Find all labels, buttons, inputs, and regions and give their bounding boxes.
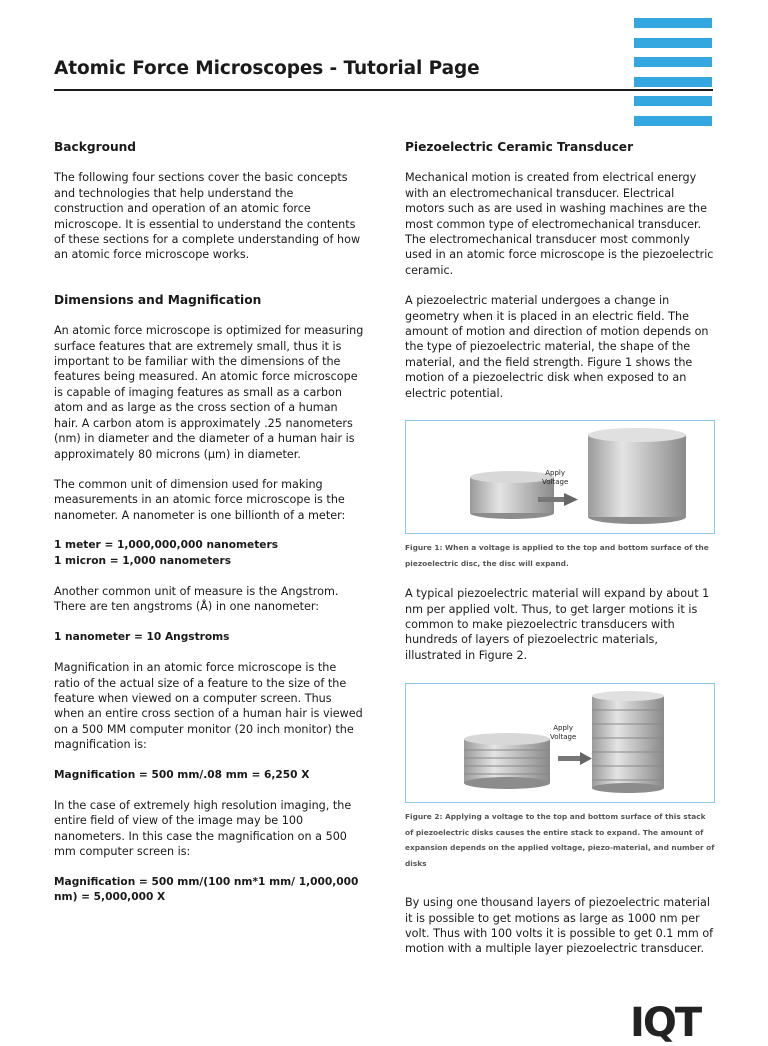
piezo-paragraph-4: By using one thousand layers of piezoelectric material it is possible to get motions as large as 1000 nm per volt. Thus with 100 volts it is possible to get 0.1 mm of motion with a multiple layer piezoelectric transducer. xyxy=(405,896,714,956)
voltage-label-line: Voltage xyxy=(542,478,569,487)
equation-magnification-1: Magnification = 500 mm/.08 mm = 6,250 X xyxy=(54,768,310,781)
dimensions-paragraph-4: Magnification in an atomic force microscope is the ratio of the actual size of a feature to the size of the feature when viewed on a computer screen. Thus when an entire cross section of a human hair is viewed on a 500 MM computer monitor (20 inch monitor) the magnification is: xyxy=(54,661,363,752)
right-column xyxy=(405,140,715,972)
figure-1-caption: Figure 1: When a voltage is applied to the top and bottom surface of the piezoelectric disc, the disc will expand. xyxy=(405,543,709,568)
figure-2-caption: Figure 2: Applying a voltage to the top and bottom surface of this stack of piezoelectric disks causes the entire stack to expand. The amount of expansion depends on the applied voltage, piezo-material, and number of disks xyxy=(405,812,715,868)
apply-label-line: Apply xyxy=(545,469,566,478)
arrow-icon xyxy=(558,752,592,765)
equation-micron-line: 1 micron = 1,000 nanometers xyxy=(54,554,232,567)
apply-label-line: Apply xyxy=(553,724,574,733)
background-heading: Background xyxy=(54,140,137,154)
dimensions-paragraph-1: An atomic force microscope is optimized for measuring surface features that are extremely small, thus it is important to be familiar with the dimensions of the features being measured. An atomic force microscope is capable of imaging features as small as a carbon atom and as large as the cross section of a human hair. A carbon atom is approximately .25 nanometers (nm) in diameter and the diameter of a human hair is approximately 80 microns (μm) in diameter. xyxy=(54,324,364,461)
page-title: Atomic Force Microscopes - Tutorial Page xyxy=(54,58,480,79)
dimensions-paragraph-3: Another common unit of measure is the Angstrom. There are ten angstroms (Å) in one nanometer: xyxy=(54,584,339,614)
piezo-heading: Piezoelectric Ceramic Transducer xyxy=(405,140,634,154)
figure-2 xyxy=(405,683,715,803)
piezo-paragraph-1: Mechanical motion is created from electrical energy with an electromechanical transducer. Electrical motors such as are used in washing machines are the most common type of electromechanical transducer. The electromechanical transducer most commonly used in an atomic force microscope is the piezoelectric ceramic. xyxy=(405,171,714,277)
equation-meter-line: 1 meter = 1,000,000,000 nanometers xyxy=(54,539,278,552)
dimensions-heading: Dimensions and Magnification xyxy=(54,292,262,307)
equation-meter xyxy=(54,538,364,569)
title-rule xyxy=(54,89,713,91)
equation-angstrom: 1 nanometer = 10 Angstroms xyxy=(54,630,230,643)
dimensions-paragraph-2: The common unit of dimension used for making measurements in an atomic force microscope is the nanometer. A nanometer is one billionth of a meter: xyxy=(54,477,346,522)
voltage-label-line: Voltage xyxy=(550,733,577,742)
background-text: The following four sections cover the basic concepts and technologies that help understand the construction and operation of an atomic force microscope. It is essential to understand the contents of these sections for a complete understanding of how an atomic force microscope works. xyxy=(54,171,361,262)
apply-voltage-label xyxy=(542,469,568,487)
tall-disc-stack xyxy=(592,691,664,793)
piezo-paragraph-3: A typical piezoelectric material will expand by about 1 nm per applied volt. Thus, to get larger motions it is common to make piezoelectric transducers with hundreds of layers of piezoelectric materials, illustrated in Figure 2. xyxy=(405,587,710,662)
piezo-paragraph-2: A piezoelectric material undergoes a change in geometry when it is placed in an electric field. The amount of motion and direction of motion depends on the type of piezoelectric material, the shape of the material, and the field strength. Figure 1 shows the motion of a piezoelectric disk when exposed to an electric potential. xyxy=(405,294,709,400)
left-column xyxy=(54,140,364,920)
expanded-disc xyxy=(588,428,686,524)
equation-magnification-2: Magnification = 500 mm/(100 nm*1 mm/ 1,000,000 nm) = 5,000,000 X xyxy=(54,875,359,904)
short-disc-stack xyxy=(464,733,550,789)
dimensions-paragraph-5: In the case of extremely high resolution imaging, the entire field of view of the image may be 100 nanometers. In this case the magnification on a 500 mm computer screen is: xyxy=(54,799,352,859)
brand-logo: IQT xyxy=(630,1000,701,1046)
figure-1 xyxy=(405,420,715,534)
apply-voltage-label xyxy=(550,724,576,742)
brand-stripes xyxy=(634,18,712,136)
